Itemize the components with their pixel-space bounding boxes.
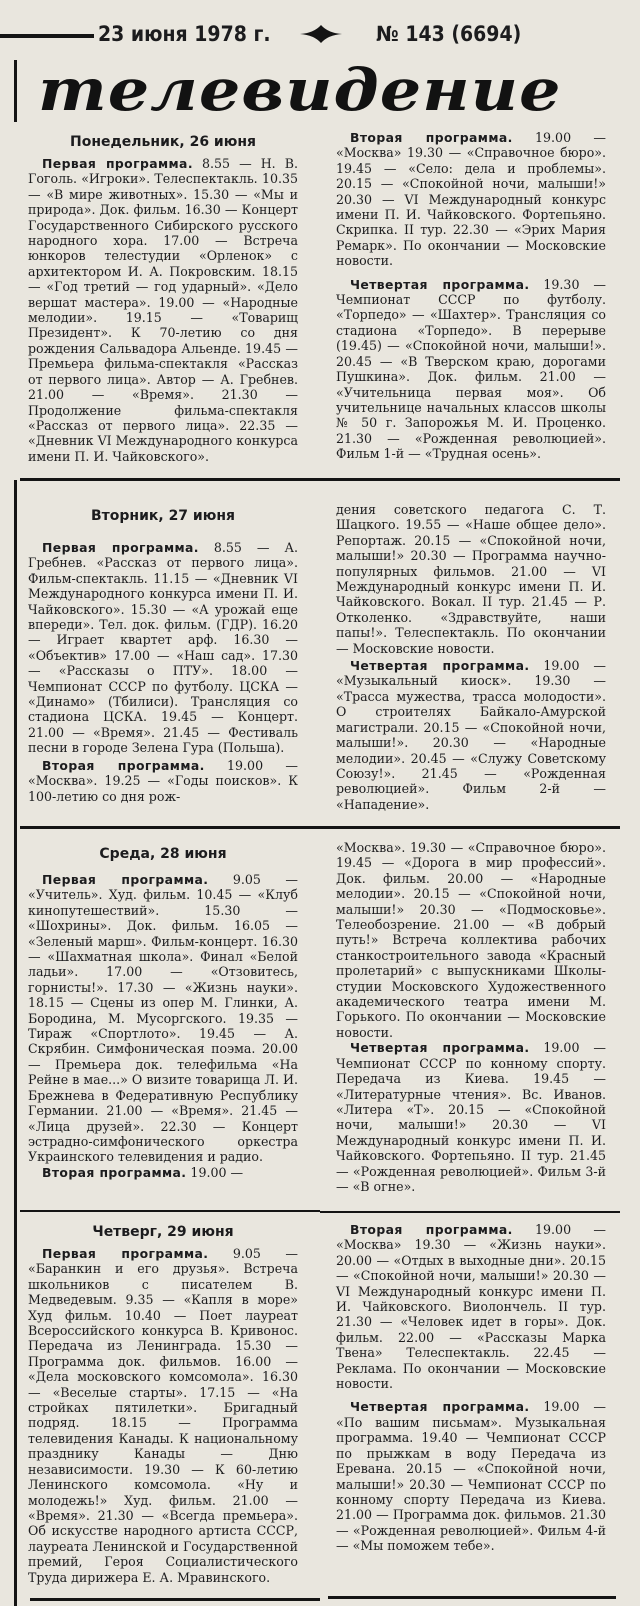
- monday-left-column: [28, 156, 298, 464]
- program-entry: [336, 1222, 606, 1391]
- program-entry: [28, 1246, 298, 1585]
- program-name: Первая программа.: [42, 156, 193, 171]
- day-heading-tuesday: Вторник, 27 июня: [90, 508, 236, 524]
- program-schedule: «Москва». 19.30 — «Справочное бюро». 19.45 — «Дорога в мир профессий». Док. фильм. 20.00 — «Народные мелодии». 20.15 — «Спокойной ночи, малыши!» 20.30 — «Подмосковье». Телеобозрение. 21.00 — «В добрый путь!» Встреча коллектива рабочих станкостроительного завода «Красный пролетарий» с выпускниками Школы-студии Московского Художественного академического театра имени М. Горького. По окончании — Московские новости.: [336, 840, 606, 1040]
- diamond-ornament-icon: [300, 25, 342, 43]
- day-heading-monday: Понедельник, 26 июня: [69, 134, 257, 150]
- masthead-rule: [0, 34, 94, 38]
- program-entry-continued: [336, 840, 606, 1040]
- left-border-rule: [14, 480, 17, 1606]
- section-divider: [30, 1598, 320, 1601]
- program-entry: [28, 872, 298, 1165]
- program-entry: [28, 156, 298, 464]
- program-schedule: 19.00 —: [186, 1164, 244, 1180]
- program-entry: [28, 540, 298, 756]
- section-title: телевидение: [38, 56, 562, 124]
- program-entry: [336, 277, 606, 462]
- day-heading-wednesday: Среда, 28 июня: [99, 846, 227, 862]
- wednesday-left-column: [28, 872, 298, 1180]
- program-name: Первая программа.: [42, 872, 209, 887]
- thursday-left-column: [28, 1246, 298, 1585]
- monday-right-column: [336, 130, 606, 462]
- program-entry: [28, 758, 298, 804]
- program-name: Четвертая программа.: [350, 658, 530, 674]
- program-schedule: 19.00 — «Москва» 19.30 — «Справочное бюро». 19.45 — «Село: дела и проблемы». 20.15 — «Спокойной ночи, малыши!» 20.30 — VI Международный конкурс имени П. И. Чайковского. Фортепьяно. Скрипка. II тур. 22.30 — «Эрих Мария Ремарк». По окончании — Московские новости.: [336, 130, 606, 269]
- program-name: Первая программа.: [42, 1246, 209, 1261]
- issue-date: 23 июня 1978 г.: [98, 22, 271, 46]
- program-entry-continued: [336, 502, 606, 656]
- section-divider: [320, 1211, 620, 1213]
- program-schedule: 9.05 — «Баранкин и его друзья». Встреча школьников с писателем В. Медведевым. 9.35 — «Капля в море» Худ фильм. 10.40 — Поет лауреат Всероссийского конкурса В. Кривонос. Передача из Ленинграда. 15.30 — Программа док. фильмов. 16.00 — «Дела московского комсомола». 16.30 — «Веселые старты». 17.15 — «На стройках пятилетки». Бригадный подряд. 18.15 — Программа телевидения Канады. К национальному празднику Канады — Дню независимости. 19.30 — К 60-летию Ленинского комсомола. «Ну и молодежь!» Худ. фильм. 21.00 — «Время». 21.30 — «Всегда премьера». Об искусстве народного артиста СССР, лауреата Ленинской и Государственной премий, Героя Социалистического Труда дирижера Е. А. Мравинского.: [28, 1246, 298, 1585]
- thursday-right-column: [336, 1222, 606, 1554]
- program-schedule: дения советского педагога С. Т. Шацкого. 19.55 — «Наше общее дело». Репортаж. 20.15 — «Спокойной ночи, малыши!» 20.30 — Программа научно-популярных фильмов. 21.00 — VI Международный конкурс имени П. И. Чайковского. Вокал. II тур. 21.45 — Р. Отколенко. «Здравствуйте, наши папы!». Телеспектакль. По окончании — Московские новости.: [336, 502, 606, 656]
- day-heading-thursday: Четверг, 29 июня: [92, 1224, 234, 1240]
- program-entry: [336, 130, 606, 269]
- program-name: Четвертая программа.: [350, 1399, 530, 1415]
- program-name: Первая программа.: [42, 540, 199, 555]
- program-name: Четвертая программа.: [350, 1040, 530, 1056]
- program-name: Четвертая программа.: [350, 276, 530, 292]
- section-divider: [20, 1210, 320, 1212]
- tuesday-left-column: [28, 540, 298, 804]
- program-schedule: 19.00 — «Москва» 19.30 — «Жизнь науки». 20.00 — «Отдых в выходные дни». 20.15 — «Спокойной ночи, малыши!» 20.30 — VI Международный конкурс имени П. И. Чайковского. Виолончель. II тур. 21.30 — «Человек идет в горы». Док. фильм. 22.00 — «Рассказы Марка Твена» Телеспектакль. 22.45 — Реклама. По окончании — Московские новости.: [336, 1222, 606, 1392]
- program-schedule: 9.05 — «Учитель». Худ. фильм. 10.45 — «Клуб кинопутешествий». 15.30 — «Шохрины». Док. фильм. 16.05 — «Зеленый марш». Фильм-концерт. 16.30 — «Шахматная школа». Финал «Белой ладьи». 17.00 — «Отзовитесь, горнисты!». 17.30 — «Жизнь науки». 18.15 — Сцены из опер М. Глинки, А. Бородина, М. Мусоргского. 19.35 — Тираж «Спортлото». 19.45 — А. Скрябин. Симфоническая поэма. 20.00 — Премьера док. телефильма «На Рейне в мае...» О визите товарища Л. И. Брежнева в Федеративную Республику Германии. 21.00 — «Время». 21.45 — «Лица друзей». 22.30 — Концерт эстрадно-симфонического оркестра Украинского телевидения и радио.: [28, 872, 298, 1165]
- program-name: Вторая программа.: [42, 1164, 187, 1180]
- program-name: Вторая программа.: [42, 757, 205, 773]
- section-divider: [20, 826, 620, 829]
- tuesday-right-column: [336, 502, 606, 812]
- program-schedule: 19.30 — Чемпионат СССР по футболу. «Торпедо» — «Шахтер». Трансляция со стадиона «Торпедо». В перерыве (19.45) — «Спокойной ночи, малыши!». 20.45 — «В Тверском краю, дорогами Пушкина». Док. фильм. 21.00 — «Учительница первая моя». Об учительнице начальных классов школы № 50 г. Запорожья М. И. Проценко. 21.30 — «Рожденная революцией». Фильм 1-й — «Трудная осень».: [336, 276, 607, 462]
- program-name: Вторая программа.: [350, 1222, 513, 1237]
- program-schedule: 19.00 — «Музыкальный киоск». 19.30 — «Трасса мужества, трасса молодости». О строителях Байкало-Амурской магистрали. 20.15 — «Спокойной ночи, малыши!». 20.30 — «Народные мелодии». 20.45 — «Служу Советскому Союзу!». 21.45 — «Рожденная революцией». Фильм 2-й — «Нападение».: [336, 658, 607, 812]
- program-entry: [336, 658, 606, 812]
- issue-number: № 143 (6694): [376, 22, 522, 46]
- program-entry: [28, 1165, 298, 1180]
- program-name: Вторая программа.: [350, 130, 513, 145]
- section-divider: [20, 478, 620, 481]
- program-schedule: 19.00 — «Москва». 19.25 — «Годы поисков». К 100-летию со дня рож-: [28, 757, 298, 804]
- program-entry: [336, 1399, 606, 1553]
- program-schedule: 19.00 — Чемпионат СССР по конному спорту. Передача из Киева. 19.45 — «Литературные чтения». Вс. Иванов. «Литера «Т». 20.15 — «Спокойной ночи, малыши!» 20.30 — VI Международный конкурс имени П. И. Чайковского. Фортепьяно. II тур. 21.45 — «Рожденная революцией». Фильм 3-й — «В огне».: [336, 1040, 607, 1194]
- program-schedule: 19.00 — «По вашим письмам». Музыкальная программа. 19.40 — Чемпионат СССР по прыжкам в воду Передача из Еревана. 20.15 — «Спокойной ночи, малыши!» 20.30 — Чемпионат СССР по конному спорту Передача из Киева. 21.00 — Программа док. фильмов. 21.30 — «Рожденная революцией». Фильм 4-й — «Мы поможем тебе».: [336, 1399, 607, 1554]
- left-border-rule: [14, 60, 17, 122]
- wednesday-right-column: [336, 840, 606, 1194]
- section-divider: [328, 1596, 616, 1599]
- program-schedule: 8.55 — А. Гребнев. «Рассказ от первого лица». Фильм-спектакль. 11.15 — «Дневник VI Международного конкурса имени П. И. Чайковского». 15.30 — «А урожай еще впереди». Тел. док. фильм. (ГДР). 16.20 — Играет квартет арф. 16.30 — «Объектив» 17.00 — «Наш сад». 17.30 — «Рассказы о ПТУ». 18.00 — Чемпионат СССР по футболу. ЦСКА — «Динамо» (Тбилиси). Трансляция со стадиона ЦСКА. 19.45 — Концерт. 21.00 — «Время». 21.45 — Фестиваль песни в городе Зелена Гура (Польша).: [28, 540, 299, 756]
- program-entry: [336, 1040, 606, 1194]
- masthead: [0, 16, 600, 52]
- program-schedule: 8.55 — Н. В. Гоголь. «Игроки». Телеспектакль. 10.35 — «В мире животных». 15.30 — «Мы и природа». Док. фильм. 16.30 — Концерт Государственного Сибирского русского народного хора. 17.00 — Встреча юнкоров телестудии «Орленок» с архитектором И. А. Покровским. 18.15 — «Год третий — год ударный». «Дело вершат мастера». 19.00 — «Народные мелодии». 19.15 — «Товарищ Президент». К 70-летию со дня рождения Сальвадора Альенде. 19.45 — Премьера фильма-спектакля «Рассказ от первого лица». Автор — А. Гребнев. 21.00 — «Время». 21.30 — Продолжение фильма-спектакля «Рассказ от первого лица». 22.35 — «Дневник VI Международного конкурса имени П. И. Чайковского».: [28, 156, 298, 464]
